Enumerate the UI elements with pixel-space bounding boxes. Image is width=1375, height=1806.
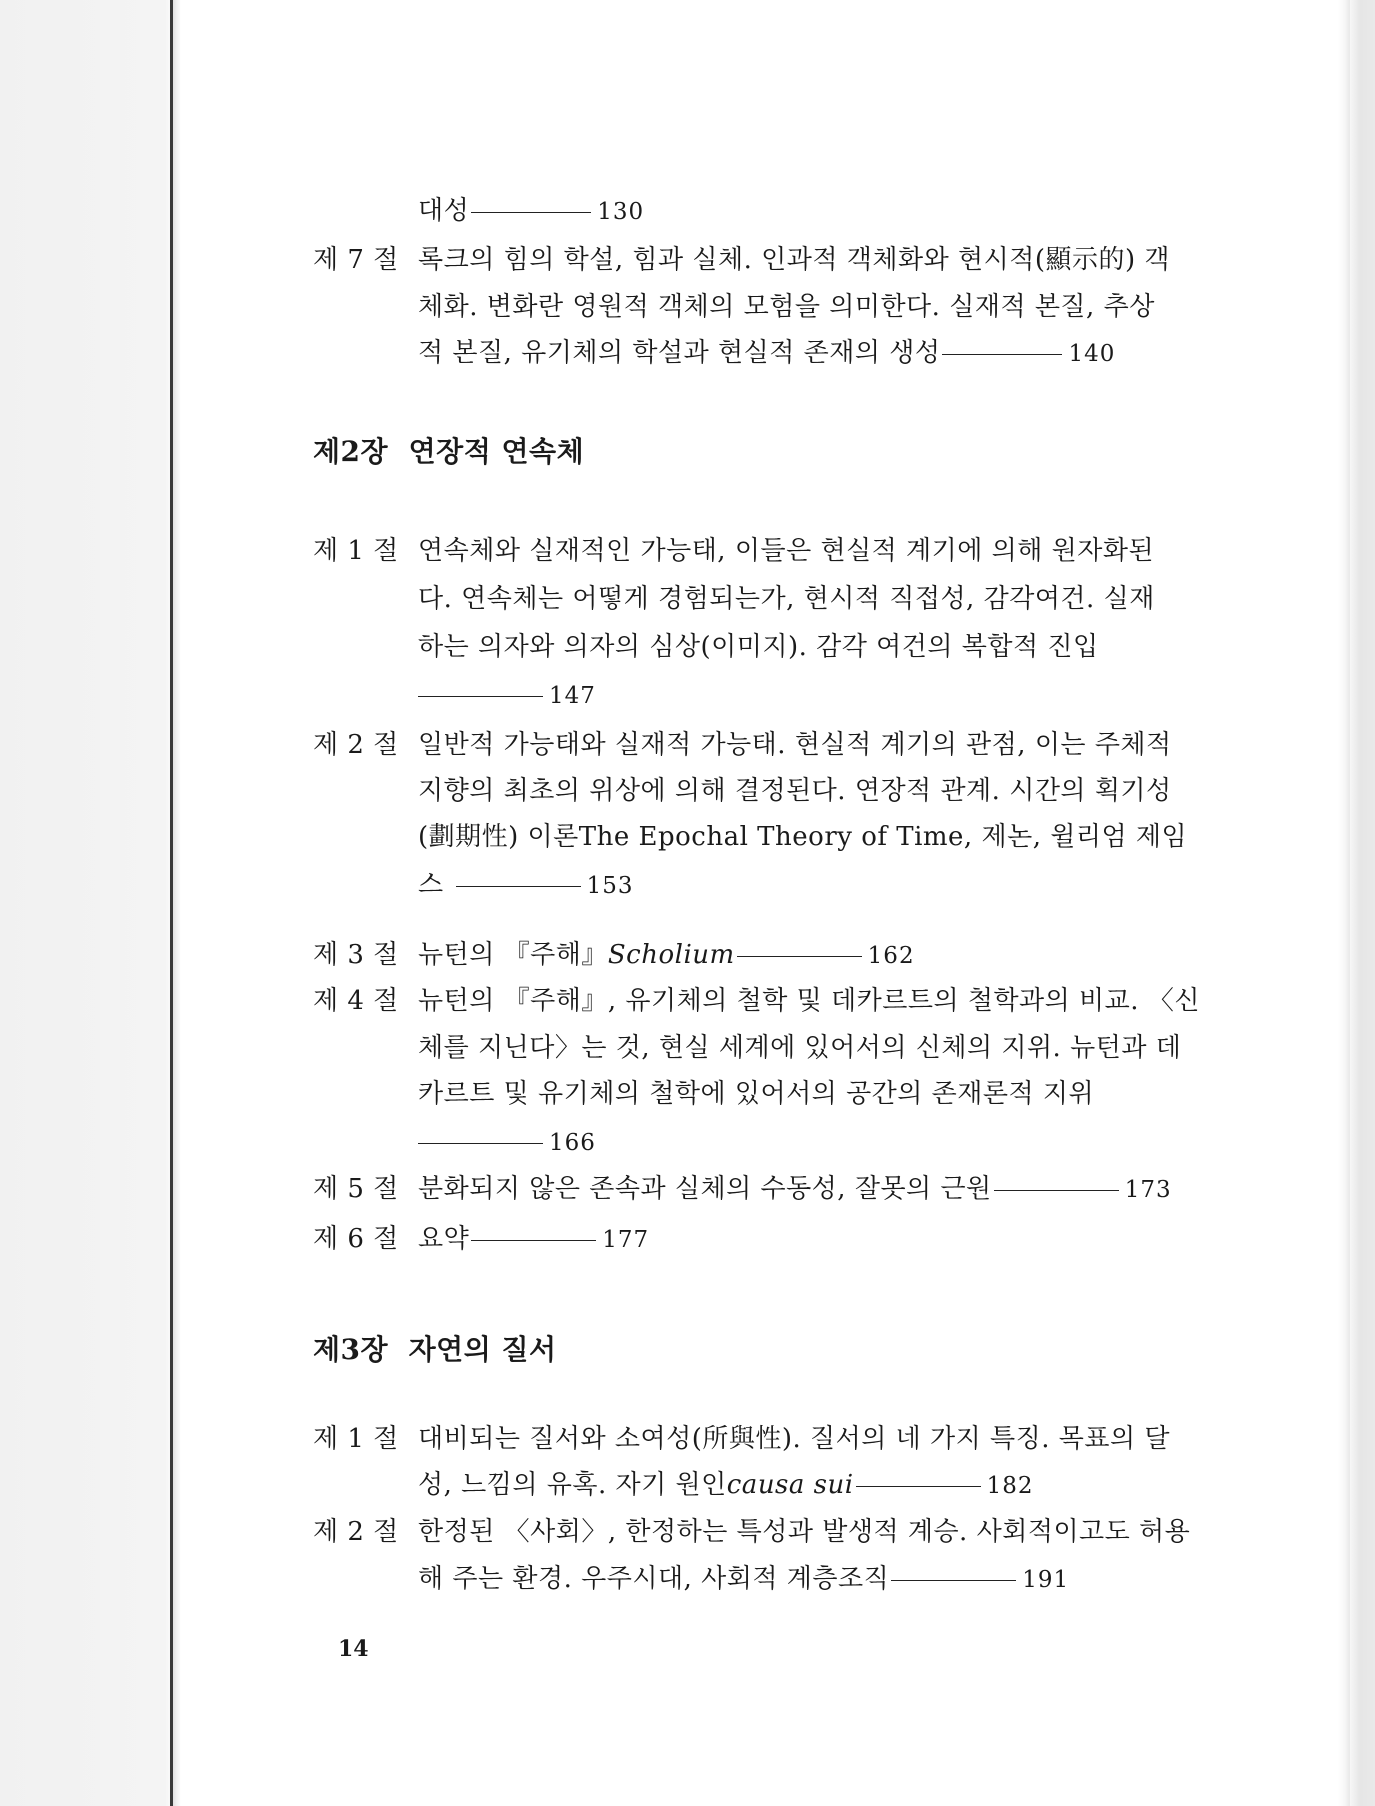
- toc-entry-line: 체를 지닌다〉는 것, 현실 세계에 있어서의 신체의 지위. 뉴턴과 데: [418, 1033, 1182, 1063]
- section-label: 제 6 절: [313, 1224, 399, 1254]
- toc-entry-line: 체화. 변화란 영원적 객체의 모험을 의미한다. 실재적 본질, 추상: [418, 292, 1155, 322]
- section-label: 제 2 절: [313, 1517, 399, 1547]
- leader-dash: [471, 1240, 596, 1241]
- leader-dash: [942, 354, 1062, 355]
- section-label: 제 3 절: [313, 940, 399, 970]
- leader-dash: [456, 886, 581, 887]
- toc-entry-text: 요약: [418, 1224, 470, 1254]
- section-label: 제 2 절: [313, 730, 399, 760]
- toc-entry-text: 뉴턴의 『주해』: [418, 940, 608, 970]
- toc-entry-line: 한정된 〈사회〉, 한정하는 특성과 발생적 계승. 사회적이고도 허용: [418, 1517, 1191, 1547]
- toc-entry-line: [418, 338, 1115, 369]
- toc-entry-line: [418, 680, 596, 711]
- leader-dash: [994, 1190, 1119, 1191]
- toc-entry-line: 카르트 및 유기체의 철학에 있어서의 공간의 존재론적 지위: [418, 1079, 1095, 1109]
- page-ref: 191: [1022, 1567, 1070, 1593]
- toc-entry-text: 분화되지 않은 존속과 실체의 수동성, 잘못의 근원: [418, 1174, 992, 1204]
- toc-entry-line: [418, 1174, 1172, 1205]
- section-label: 제 5 절: [313, 1174, 399, 1204]
- toc-entry-line: 다. 연속체는 어떻게 경험되는가, 현시적 직접성, 감각여건. 실재: [418, 584, 1155, 614]
- toc-entry-text: 성, 느낌의 유혹. 자기 원인: [418, 1470, 727, 1500]
- chapter-heading: [313, 430, 584, 470]
- toc-entry-text: 대성: [418, 196, 470, 226]
- leader-dash: [471, 212, 591, 213]
- toc-entry-line: 연속체와 실재적인 가능태, 이들은 현실적 계기에 의해 원자화된: [418, 536, 1155, 566]
- page-ref: 173: [1124, 1177, 1172, 1203]
- page-ref: 140: [1068, 341, 1116, 367]
- latin-title: Scholium: [607, 940, 735, 970]
- toc-entry-line: (劃期性) 이론The Epochal Theory of Time, 제논, 윌리엄 제임: [418, 822, 1188, 852]
- page-ref: 153: [586, 873, 634, 899]
- page-ref: 182: [986, 1473, 1034, 1499]
- toc-entry-text: 해 주는 환경. 우주시대, 사회적 계층조직: [418, 1564, 890, 1594]
- toc-entry-text: 스: [418, 870, 444, 900]
- leader-dash: [891, 1580, 1016, 1581]
- leader-dash: [418, 1143, 543, 1144]
- page-number: 14: [338, 1636, 369, 1662]
- toc-entry-line: [418, 1564, 1069, 1595]
- leader-dash: [418, 696, 543, 697]
- toc-entry-line: 지향의 최초의 위상에 의해 결정된다. 연장적 관계. 시간의 획기성: [418, 776, 1172, 806]
- toc-entry-line: [418, 196, 644, 227]
- section-label: 제 7 절: [313, 245, 399, 275]
- toc-entry-line: [418, 1224, 649, 1255]
- toc-entry-line: 하는 의자와 의자의 심상(이미지). 감각 여건의 복합적 진입: [418, 632, 1099, 662]
- toc-entry-line: 일반적 가능태와 실재적 가능태. 현실적 계기의 관점, 이는 주체적: [418, 730, 1172, 760]
- toc-entry-line: [418, 940, 915, 971]
- toc-entry-text: 적 본질, 유기체의 학설과 현실적 존재의 생성: [418, 338, 941, 368]
- leader-dash: [737, 956, 862, 957]
- chapter-label: 제3장: [313, 1333, 389, 1366]
- toc-entry-line: 뉴턴의 『주해』, 유기체의 철학 및 데카르트의 철학과의 비교. 〈신: [418, 986, 1200, 1016]
- chapter-label: 제2장: [313, 435, 389, 468]
- latin-title: causa sui: [726, 1470, 854, 1500]
- toc-entry-line: 대비되는 질서와 소여성(所與性). 질서의 네 가지 특징. 목표의 달: [418, 1424, 1170, 1454]
- toc-entry-line: 록크의 힘의 학설, 힘과 실체. 인과적 객체화와 현시적(顯示的) 객: [418, 245, 1170, 275]
- toc-entry-line: [418, 1470, 1033, 1501]
- chapter-title: 연장적 연속체: [408, 435, 585, 468]
- chapter-title: 자연의 질서: [408, 1333, 557, 1366]
- leader-dash: [856, 1486, 981, 1487]
- section-label: 제 4 절: [313, 986, 399, 1016]
- page-ref: 162: [867, 943, 915, 969]
- page-ref: 147: [549, 683, 596, 709]
- toc-entry-line: [418, 870, 634, 901]
- section-label: 제 1 절: [313, 536, 399, 566]
- page-ref: 130: [597, 199, 645, 225]
- chapter-heading: [313, 1328, 557, 1368]
- page-ref: 177: [602, 1227, 650, 1253]
- page-ref: 166: [549, 1130, 596, 1156]
- section-label: 제 1 절: [313, 1424, 399, 1454]
- toc-entry-line: [418, 1127, 596, 1158]
